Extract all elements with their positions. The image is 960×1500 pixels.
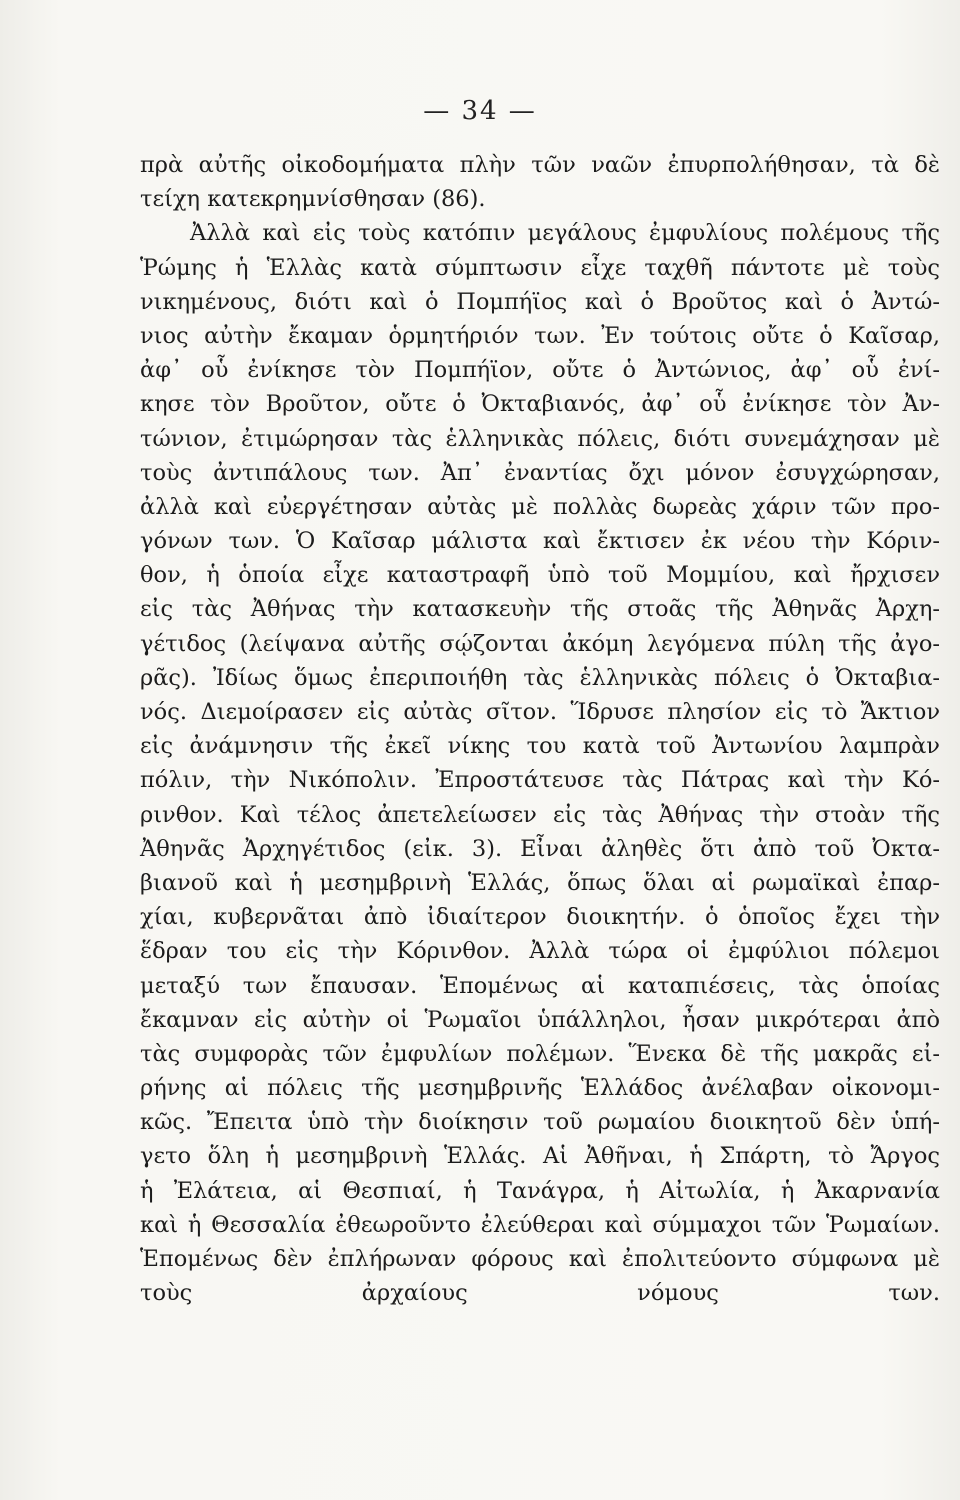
text-line: ἀλλὰ καὶ εὐεργέτησαν αὐτὰς μὲ πολλὰς δωρεὰς χάριν τῶν προ- [140, 493, 940, 520]
text-line: ἡ Ἐλάτεια, αἱ Θεσπιαί, ἡ Τανάγρα, ἡ Αἰτωλία, ἡ Ἀκαρνανία [140, 1177, 940, 1204]
text-line [140, 1310, 940, 1344]
text-line: τοὺς ἀντιπάλους των. Ἀπ᾽ ἐναντίας ὄχι μόνον ἐσυγχώρησαν, [140, 459, 940, 486]
page-number: — 34 — [423, 96, 537, 126]
text-line: εἰς ἀνάμνησιν τῆς ἐκεῖ νίκης του κατὰ τοῦ Ἀντωνίου λαμπρὰν [140, 733, 940, 760]
text-line: τὰς συμφορὰς τῶν ἐμφυλίων πολέμων. Ἕνεκα δὲ τῆς μακρᾶς εἰ- [140, 1040, 940, 1067]
body-text [140, 148, 940, 1345]
text-line: θον, ἡ ὁποία εἶχε καταστραφῆ ὑπὸ τοῦ Μομμίου, καὶ ἤρχισεν [140, 562, 940, 589]
text-line: γετο ὅλη ἡ μεσημβρινὴ Ἑλλάς. Αἱ Ἀθῆναι, ἡ Σπάρτη, τὸ Ἄργος [140, 1143, 940, 1170]
text-line: ρινθον. Καὶ τέλος ἀπετελείωσεν εἰς τὰς Ἀθήνας τὴν στοὰν τῆς [140, 801, 940, 828]
text-line: νιος αὐτὴν ἔκαμαν ὁρμητήριόν των. Ἐν τούτοις οὔτε ὁ Καῖσαρ, [140, 322, 940, 349]
text-line: τώνιον, ἐτιμώρησαν τὰς ἑλληνικὰς πόλεις, διότι συνεμάχησαν μὲ [140, 425, 940, 452]
text-line: ἔκαμναν εἰς αὐτὴν οἱ Ῥωμαῖοι ὑπάλληλοι, ἦσαν μικρότεραι ἀπὸ [140, 1006, 940, 1033]
text-line: πρὰ αὐτῆς οἰκοδομήματα πλὴν τῶν ναῶν ἐπυρπολήθησαν, τὰ δὲ [140, 152, 940, 178]
text-line: ρᾶς). Ἰδίως ὅμως ἐπεριποιήθη τὰς ἑλληνικὰς πόλεις ὁ Ὀκταβια- [140, 664, 940, 691]
text-line: Ἑπομένως δὲν ἐπλήρωναν φόρους καὶ ἐπολιτεύοντο σύμφωνα μὲ [140, 1246, 940, 1272]
text-line: τοὺς ἀρχαίους νόμους των. [140, 1280, 940, 1307]
text-line: νός. Διεμοίρασεν εἰς αὐτὰς σῖτον. Ἵδρυσε πλησίον εἰς τὸ Ἄκτιον [140, 699, 940, 725]
text-line: ἕδραν του εἰς τὴν Κόρινθον. Ἀλλὰ τώρα οἱ ἐμφύλιοι πόλεμοι [140, 938, 940, 965]
text-line: μεταξύ των ἔπαυσαν. Ἑπομένως αἱ καταπιέσεις, τὰς ὁποίας [140, 972, 940, 999]
text-line: τείχη κατεκρημνίσθησαν (86). [140, 186, 486, 213]
text-line: νικημένους, διότι καὶ ὁ Πομπήϊος καὶ ὁ Βροῦτος καὶ ὁ Ἀντώ- [140, 288, 940, 315]
text-line: καὶ ἡ Θεσσαλία ἐθεωροῦντο ἐλεύθεραι καὶ σύμμαχοι τῶν Ῥωμαίων. [140, 1211, 940, 1238]
text-line: ρήνης αἱ πόλεις τῆς μεσημβρινῆς Ἑλλάδος ἀνέλαβαν οἰκονομι- [140, 1075, 940, 1102]
text-line: πόλιν, τὴν Νικόπολιν. Ἐπροστάτευσε τὰς Πάτρας καὶ τὴν Κό- [140, 767, 940, 794]
text-line: Ἀθηνᾶς Ἀρχηγέτιδος (εἰκ. 3). Εἶναι ἀληθὲς ὅτι ἀπὸ τοῦ Ὀκτα- [140, 835, 940, 862]
text-line: κῶς. Ἔπειτα ὑπὸ τὴν διοίκησιν τοῦ ρωμαίου διοικητοῦ δὲν ὑπή- [140, 1109, 940, 1136]
text-line: εἰς τὰς Ἀθήνας τὴν κατασκευὴν τῆς στοᾶς τῆς Ἀθηνᾶς Ἀρχη- [140, 596, 940, 623]
text-line: ἀφ᾽ οὗ ἐνίκησε τὸν Πομπήϊον, οὔτε ὁ Ἀντώνιος, ἀφ᾽ οὗ ἐνί- [140, 357, 940, 384]
text-line: Ῥώμης ἡ Ἑλλὰς κατὰ σύμπτωσιν εἶχε ταχθῆ πάντοτε μὲ τοὺς [140, 254, 940, 281]
text-line: Ἀλλὰ καὶ εἰς τοὺς κατόπιν μεγάλους ἐμφυλίους πολέμους τῆς [190, 220, 940, 247]
text-line: γόνων των. Ὁ Καῖσαρ μάλιστα καὶ ἔκτισεν ἐκ νέου τὴν Κόριν- [140, 528, 940, 555]
text-line: κησε τὸν Βροῦτον, οὔτε ὁ Ὀκταβιανός, ἀφ᾽ οὗ ἐνίκησε τὸν Ἀν- [140, 391, 940, 418]
text-line: βιανοῦ καὶ ἡ μεσημβρινὴ Ἑλλάς, ὅπως ὅλαι αἱ ρωμαϊκαὶ ἐπαρ- [140, 869, 940, 896]
text-line: γέτιδος (λείψανα αὐτῆς σῴζονται ἀκόμη λεγόμενα πύλη τῆς ἀγο- [140, 630, 940, 657]
text-line: χίαι, κυβερνᾶται ἀπὸ ἰδιαίτερον διοικητήν. ὁ ὁποῖος ἔχει τὴν [140, 904, 940, 931]
